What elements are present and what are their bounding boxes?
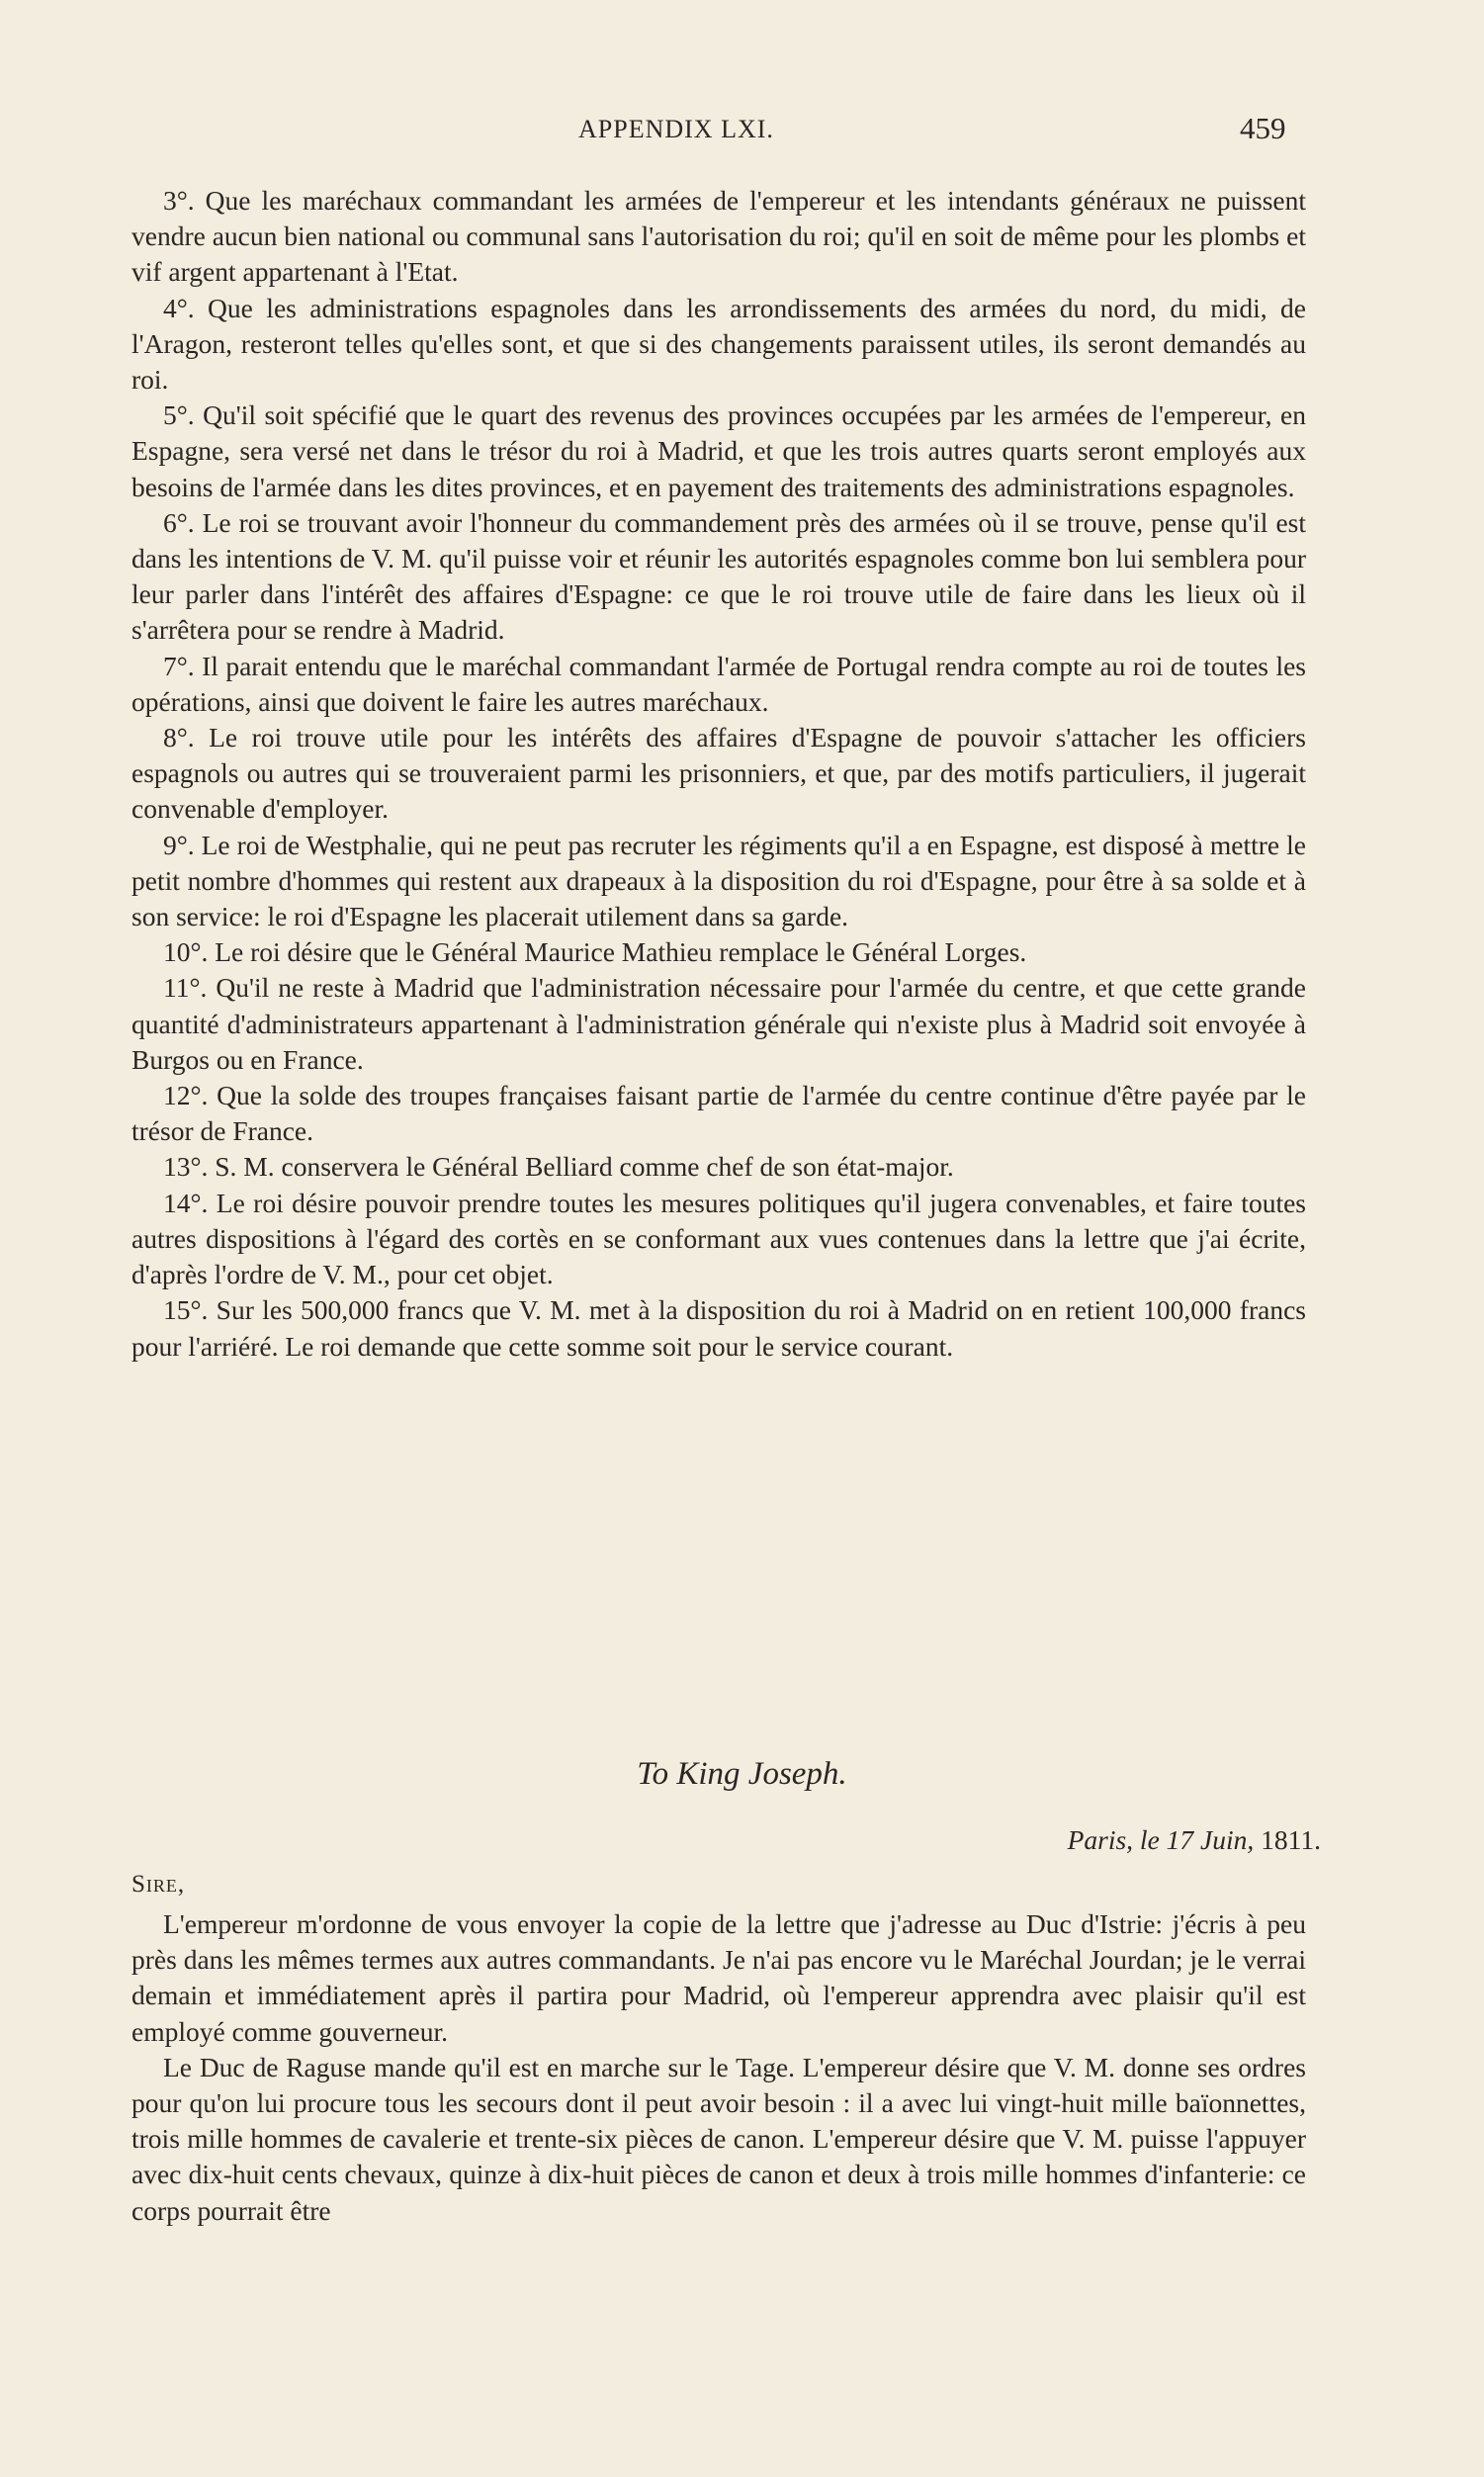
letter-paragraph: L'empereur m'ordonne de vous envoyer la copie de la lettre que j'adresse au Duc d'Istrie: j'écris à peu près dans les mêmes termes aux autres commandants. Je n'ai pas encore vu le Maréchal Jourdan; je le verrai demain et immédiatement après il partira pour Madrid, où l'empereur apprendra avec plaisir qu'il est employé comme gouverneur. bbox=[131, 1908, 1306, 2047]
page-header bbox=[0, 109, 1484, 148]
article-14: 14°. Le roi désire pouvoir prendre toutes les mesures politiques qu'il jugera convenables, et faire toutes autres dispositions à l'égard des cortès en se conformant aux vues contenues dans la lettre que j'ai écrite, d'après l'ordre de V. M., pour cet objet. bbox=[131, 1187, 1306, 1290]
article-8: 8°. Le roi trouve utile pour les intérêts des affaires d'Espagne de pouvoir s'attacher les officiers espagnols ou autres qui se trouveraient parmi les prisonniers, et que, par des motifs particuliers, il jugerait convenable d'employer. bbox=[131, 722, 1306, 825]
article-12: 12°. Que la solde des troupes françaises faisant partie de l'armée du centre continue d'être payée par le trésor de France. bbox=[131, 1080, 1306, 1147]
page-number: 459 bbox=[1240, 111, 1286, 145]
article-10: 10°. Le roi désire que le Général Maurice Mathieu remplace le Général Lorges. bbox=[163, 936, 1027, 968]
letter-paragraph: Le Duc de Raguse mande qu'il est en marche sur le Tage. L'empereur désire que V. M. donne ses ordres pour qu'on lui procure tous les secours dont il peut avoir besoin : il a avec lui vingt-huit mille baïonnettes, trois mille hommes de cavalerie et trente-six pièces de canon. L'empereur désire que V. M. puisse l'appuyer avec dix-huit cents chevaux, quinze à dix-huit pièces de canon et deux à trois mille hommes d'infanterie: ce corps pourrait être bbox=[131, 2051, 1306, 2226]
article-7: 7°. Il parait entendu que le maréchal commandant l'armée de Portugal rendra compte au roi de toutes les opérations, ainsi que doivent le faire les autres maréchaux. bbox=[131, 650, 1306, 717]
letter-salutation: Sire, bbox=[131, 1871, 186, 1898]
article-11: 11°. Qu'il ne reste à Madrid que l'administration nécessaire pour l'armée du centre, et que cette grande quantité d'administrateurs appartenant à l'administration générale qui n'existe plus à Madrid soit envoyée à Burgos ou en France. bbox=[131, 972, 1306, 1075]
article-4: 4°. Que les administrations espagnoles dans les arrondissements des armées du nord, du midi, de l'Aragon, resteront telles qu'elles sont, et que si des changements paraissent utiles, ils seront demandés au roi. bbox=[131, 292, 1306, 396]
letter-dateline bbox=[1068, 1824, 1321, 1856]
letter-heading: To King Joseph. bbox=[637, 1756, 847, 1792]
article-9: 9°. Le roi de Westphalie, qui ne peut pas recruter les régiments qu'il a en Espagne, est disposé à mettre le petit nombre d'hommes qui restent aux drapeaux à la disposition du roi d'Espagne, pour être à sa solde et à son service: le roi d'Espagne les placerait utilement dans sa garde. bbox=[131, 829, 1306, 932]
article-3: 3°. Que les maréchaux commandant les armées de l'empereur et les intendants généraux ne puissent vendre aucun bien national ou communal sans l'autorisation du roi; qu'il en soit de même pour les plombs et vif argent appartenant à l'Etat. bbox=[131, 185, 1306, 288]
running-head: APPENDIX LXI. bbox=[578, 115, 774, 143]
letter-year: 1811. bbox=[1261, 1824, 1321, 1855]
articles-list bbox=[131, 183, 1306, 1365]
article-5: 5°. Qu'il soit spécifié que le quart des revenus des provinces occupées par les armées de l'empereur, en Espagne, sera versé net dans le trésor du roi à Madrid, et que les trois autres quarts seront employés aux besoins de l'armée dans les dites provinces, et en payement des traitements des administrations espagnoles. bbox=[131, 399, 1306, 502]
article-6: 6°. Le roi se trouvant avoir l'honneur du commandement près des armées où il se trouve, pense qu'il est dans les intentions de V. M. qu'il puisse voir et réunir les autorités espagnoles comme bon lui semblera pour leur parler dans l'intérêt des affaires d'Espagne: ce que le roi trouve utile de faire dans les lieux où il s'arrêtera pour se rendre à Madrid. bbox=[131, 506, 1306, 646]
article-15: 15°. Sur les 500,000 francs que V. M. met à la disposition du roi à Madrid on en retient 100,000 francs pour l'arriéré. Le roi demande que cette somme soit pour le service courant. bbox=[131, 1294, 1306, 1362]
article-13: 13°. S. M. conservera le Général Belliard comme chef de son état-major. bbox=[163, 1151, 954, 1183]
letter-place-date: Paris, le 17 Juin, bbox=[1067, 1824, 1255, 1855]
letter-body bbox=[131, 1906, 1306, 2229]
